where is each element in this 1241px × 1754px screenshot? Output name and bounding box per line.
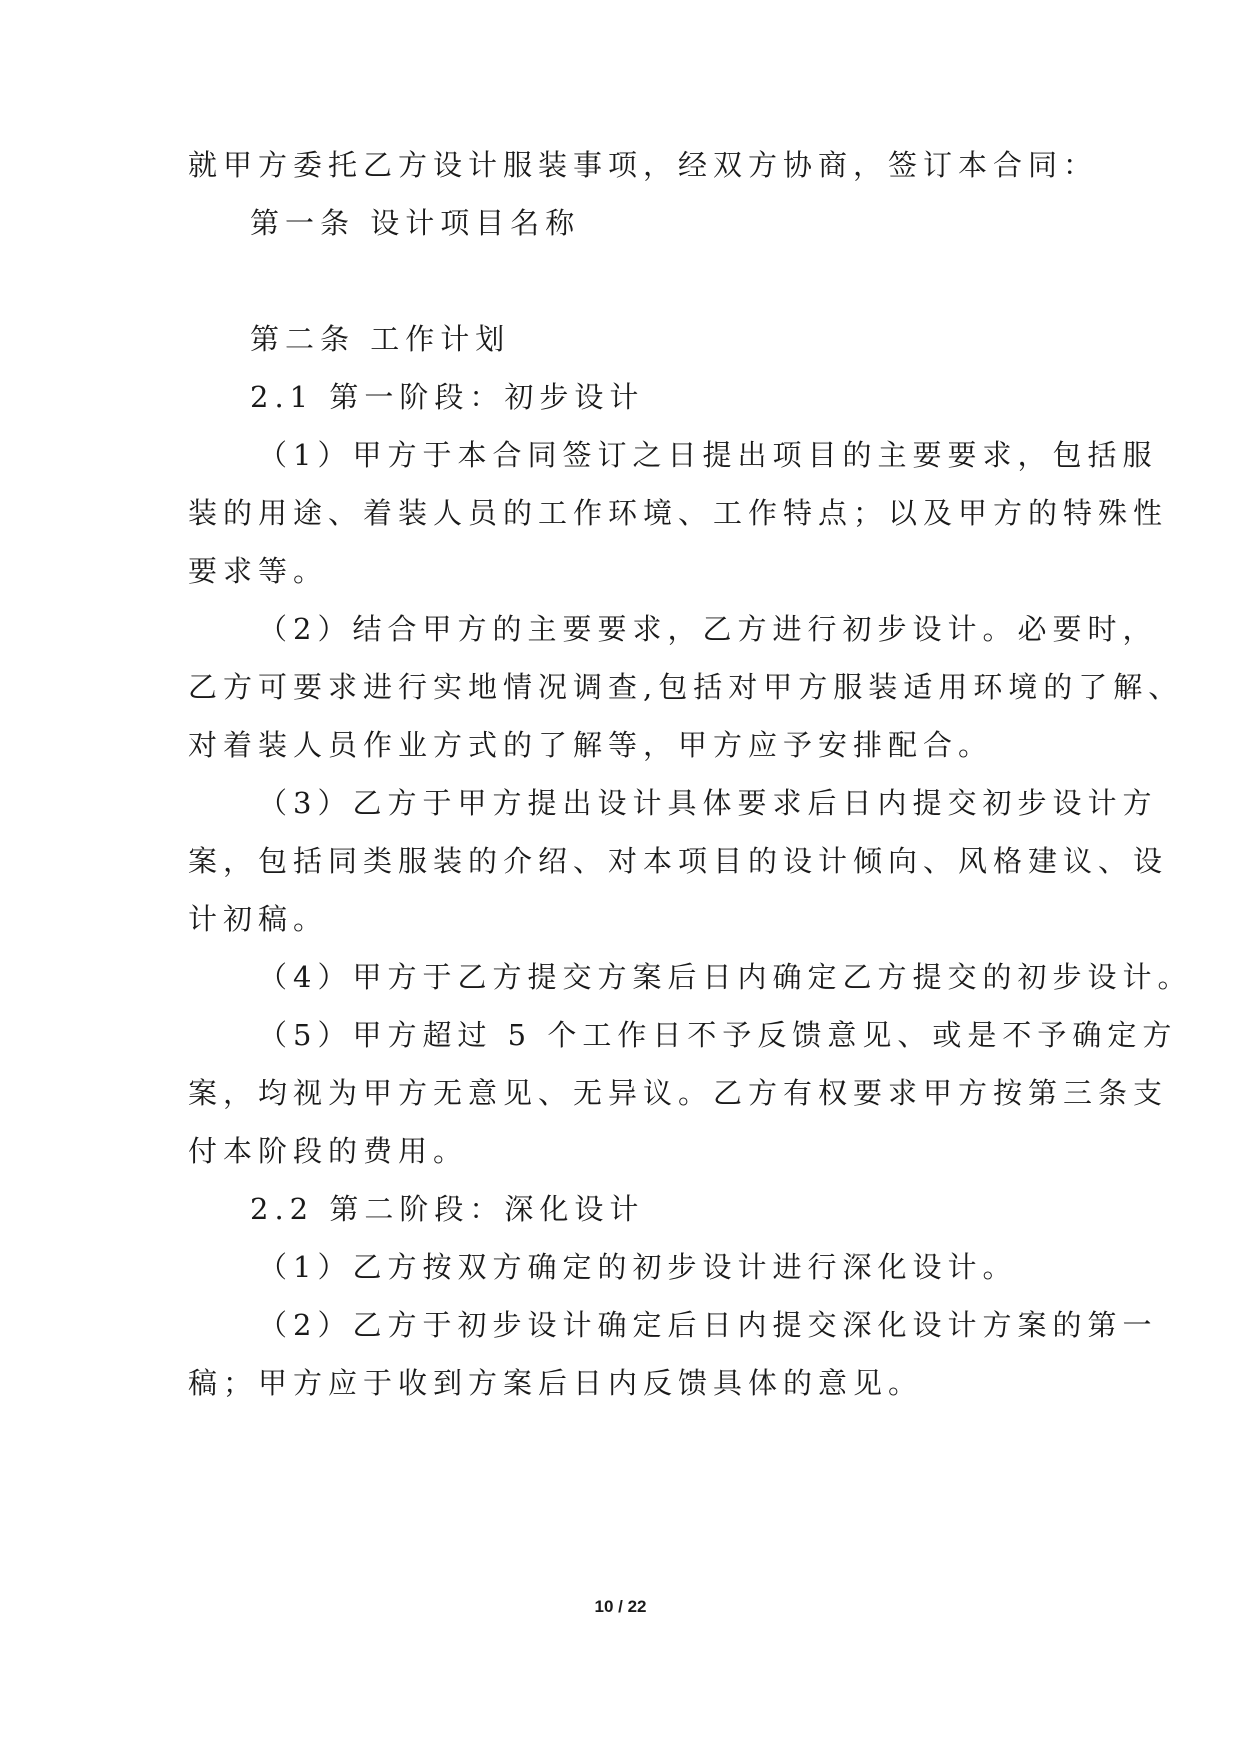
paragraph-line: 案，包括同类服装的介绍、对本项目的设计倾向、风格建议、设 [188, 844, 1169, 878]
paragraph-line: （5）甲方超过 5 个工作日不予反馈意见、或是不予确定方 [258, 1018, 1178, 1052]
paragraph-line: （2）乙方于初步设计确定后日内提交深化设计方案的第一 [258, 1308, 1158, 1342]
paragraph-line: 要求等。 [188, 554, 329, 588]
paragraph-line: 案，均视为甲方无意见、无异议。乙方有权要求甲方按第三条支 [188, 1076, 1169, 1110]
article-1-heading: 第一条 设计项目名称 [250, 206, 581, 240]
paragraph-line: （2）结合甲方的主要要求，乙方进行初步设计。必要时， [258, 612, 1158, 646]
section-2-1-heading: 2.1 第一阶段：初步设计 [250, 380, 645, 414]
paragraph-line: （3）乙方于甲方提出设计具体要求后日内提交初步设计方 [258, 786, 1158, 820]
page-number: 10 / 22 [594, 1597, 647, 1616]
paragraph-line: 稿；甲方应于收到方案后日内反馈具体的意见。 [188, 1366, 924, 1400]
paragraph-line: 对着装人员作业方式的了解等，甲方应予安排配合。 [188, 728, 994, 762]
article-2-heading: 第二条 工作计划 [250, 322, 511, 356]
paragraph-line: （1）甲方于本合同签订之日提出项目的主要要求，包括服 [258, 438, 1158, 472]
paragraph-line: 装的用途、着装人员的工作环境、工作特点；以及甲方的特殊性 [188, 496, 1169, 530]
contract-intro-line: 就甲方委托乙方设计服装事项，经双方协商，签订本合同： [188, 148, 1099, 182]
paragraph-line: 乙方可要求进行实地情况调查,包括对甲方服装适用环境的了解、 [188, 670, 1184, 704]
paragraph-line: （4）甲方于乙方提交方案后日内确定乙方提交的初步设计。 [258, 960, 1193, 994]
paragraph-line: （1）乙方按双方确定的初步设计进行深化设计。 [258, 1250, 1018, 1284]
paragraph-line: 计初稿。 [188, 902, 329, 936]
section-2-2-heading: 2.2 第二阶段：深化设计 [250, 1192, 645, 1226]
paragraph-line: 付本阶段的费用。 [188, 1134, 469, 1168]
